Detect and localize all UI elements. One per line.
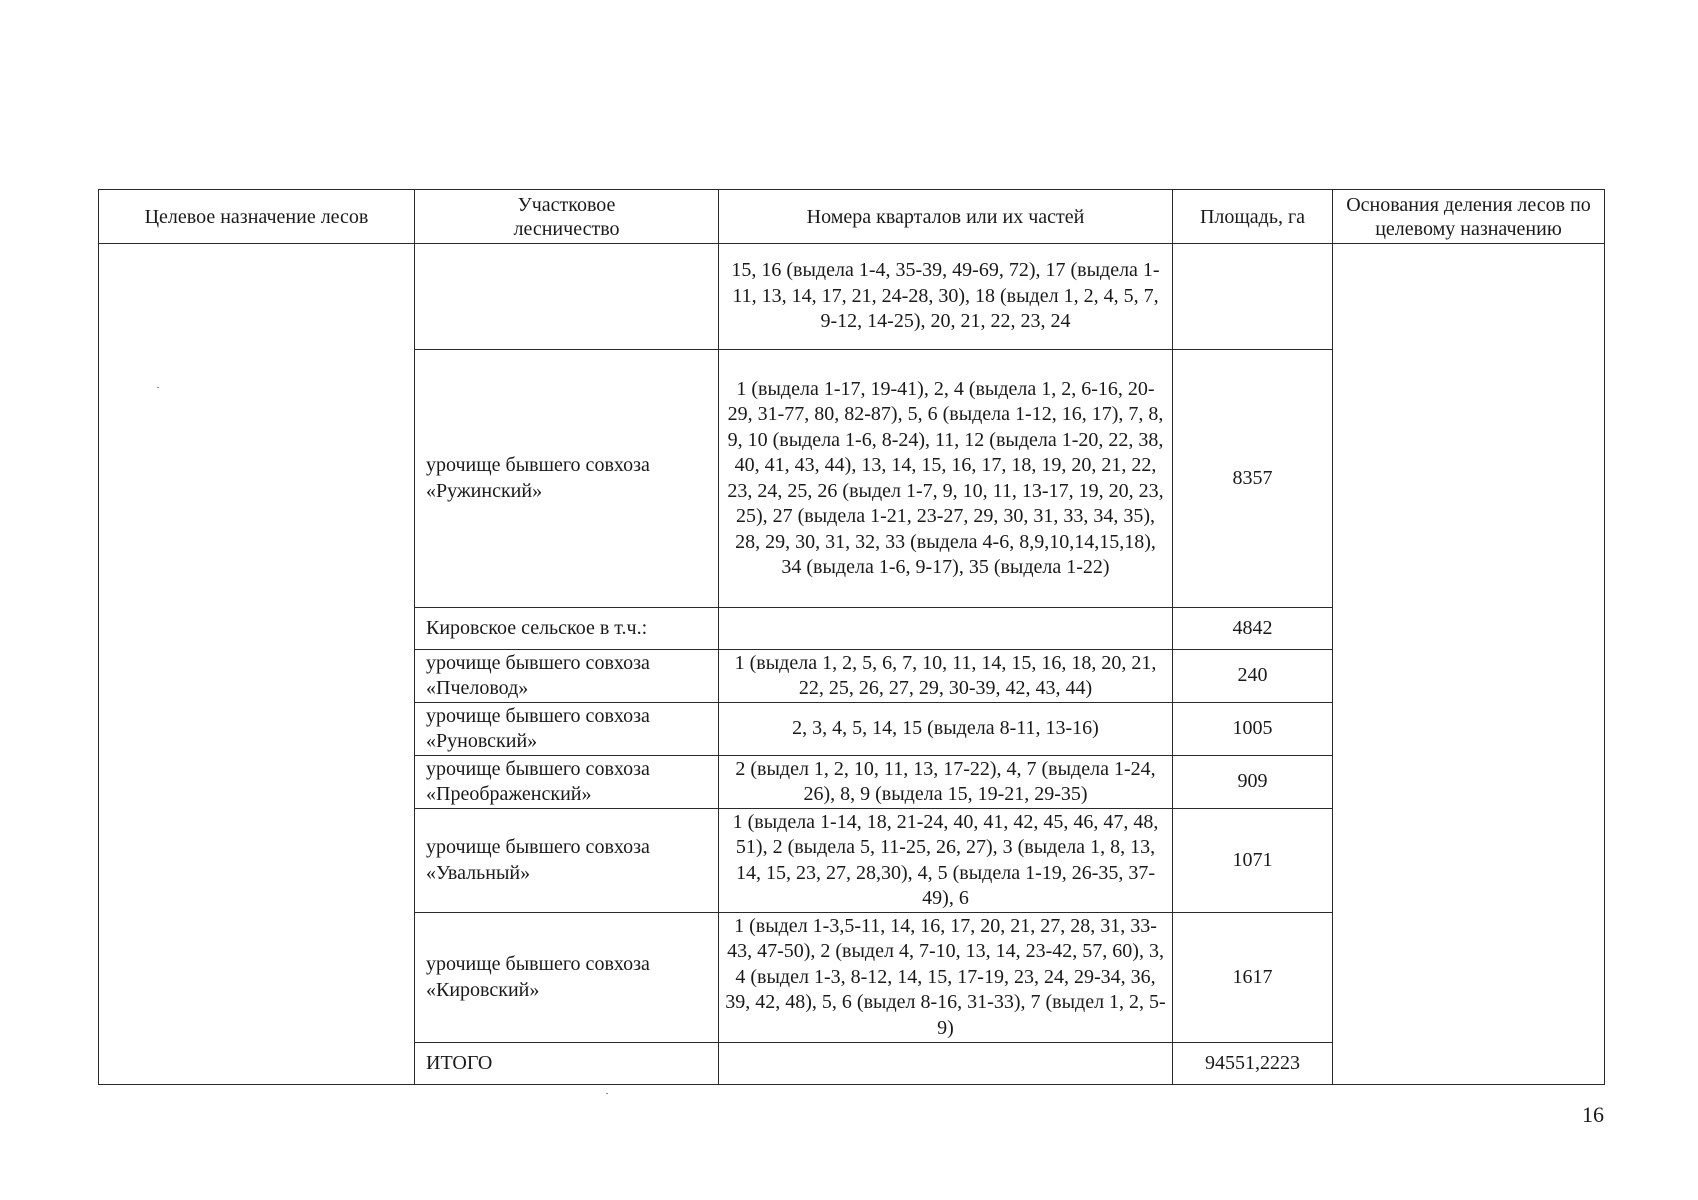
- area-cell: 94551,2223: [1173, 1043, 1333, 1085]
- quarters-cell: [719, 608, 1173, 650]
- quarters-cell: [719, 1043, 1173, 1085]
- basis-cell: [1333, 244, 1605, 1085]
- area-cell: 1071: [1173, 809, 1333, 913]
- forestry-cell: урочище бывшего совхоза «Увальный»: [415, 809, 719, 913]
- quarters-cell: 1 (выдел 1-3,5-11, 14, 16, 17, 20, 21, 27, 28, 31, 33-43, 47-50), 2 (выдел 4, 7-10, 13, 14, 23-42, 57, 60), 3, 4 (выдел 1-3, 8-12, 14, 15, 17-19, 23, 24, 29-34, 36, 39, 42, 48), 5, 6 (выдел 8-16, 31-33), 7 (выдел 1, 2, 5-9): [719, 913, 1173, 1043]
- area-cell: 8357: [1173, 350, 1333, 608]
- area-cell: 4842: [1173, 608, 1333, 650]
- forestry-cell: Кировское сельское в т.ч.:: [415, 608, 719, 650]
- header-area: Площадь, га: [1173, 190, 1333, 244]
- area-cell: 240: [1173, 650, 1333, 703]
- scan-speck: [606, 1093, 608, 1094]
- forestry-cell: урочище бывшего совхоза «Пчеловод»: [415, 650, 719, 703]
- header-quarters: Номера кварталов или их частей: [719, 190, 1173, 244]
- quarters-cell: 15, 16 (выдела 1-4, 35-39, 49-69, 72), 17 (выдела 1-11, 13, 14, 17, 21, 24-28, 30), 18 (выдел 1, 2, 4, 5, 7, 9-12, 14-25), 20, 21, 22, 23, 24: [719, 244, 1173, 350]
- purpose-cell: [99, 244, 415, 1085]
- forest-purpose-table: [98, 189, 1605, 1085]
- area-cell: 1617: [1173, 913, 1333, 1043]
- scan-speck: [157, 387, 159, 388]
- area-cell: 909: [1173, 756, 1333, 809]
- quarters-cell: 2, 3, 4, 5, 14, 15 (выдела 8-11, 13-16): [719, 703, 1173, 756]
- quarters-cell: 2 (выдел 1, 2, 10, 11, 13, 17-22), 4, 7 (выдела 1-24, 26), 8, 9 (выдела 15, 19-21, 29-35): [719, 756, 1173, 809]
- forestry-cell: [415, 244, 719, 350]
- forestry-cell: урочище бывшего совхоза «Кировский»: [415, 913, 719, 1043]
- header-purpose: Целевое назначение лесов: [99, 190, 415, 244]
- forestry-cell: урочище бывшего совхоза «Руновский»: [415, 703, 719, 756]
- header-forestry: Участковое лесничество: [415, 190, 719, 244]
- forestry-cell: ИТОГО: [415, 1043, 719, 1085]
- table-header-row: [99, 190, 1605, 244]
- table-row: [99, 244, 1605, 350]
- quarters-cell: 1 (выдела 1-17, 19-41), 2, 4 (выдела 1, 2, 6-16, 20-29, 31-77, 80, 82-87), 5, 6 (выдела 1-12, 16, 17), 7, 8, 9, 10 (выдела 1-6, 8-24), 11, 12 (выдела 1-20, 22, 38, 40, 41, 43, 44), 13, 14, 15, 16, 17, 18, 19, 20, 21, 22, 23, 24, 25, 26 (выдел 1-7, 9, 10, 11, 13-17, 19, 20, 23, 25), 27 (выдела 1-21, 23-27, 29, 30, 31, 33, 34, 35), 28, 29, 30, 31, 32, 33 (выдела 4-6, 8,9,10,14,15,18), 34 (выдела 1-6, 9-17), 35 (выдела 1-22): [719, 350, 1173, 608]
- forestry-cell: урочище бывшего совхоза «Ружинский»: [415, 350, 719, 608]
- quarters-cell: 1 (выдела 1, 2, 5, 6, 7, 10, 11, 14, 15, 16, 18, 20, 21, 22, 25, 26, 27, 29, 30-39, 42, 43, 44): [719, 650, 1173, 703]
- forestry-cell: урочище бывшего совхоза «Преображенский»: [415, 756, 719, 809]
- area-cell: [1173, 244, 1333, 350]
- area-cell: 1005: [1173, 703, 1333, 756]
- page-number: 16: [1582, 1102, 1604, 1127]
- header-basis: Основания деления лесов по целевому назначению: [1333, 190, 1605, 244]
- quarters-cell: 1 (выдела 1-14, 18, 21-24, 40, 41, 42, 45, 46, 47, 48, 51), 2 (выдела 5, 11-25, 26, 27), 3 (выдела 1, 8, 13, 14, 15, 23, 27, 28,30), 4, 5 (выдела 1-19, 26-35, 37-49), 6: [719, 809, 1173, 913]
